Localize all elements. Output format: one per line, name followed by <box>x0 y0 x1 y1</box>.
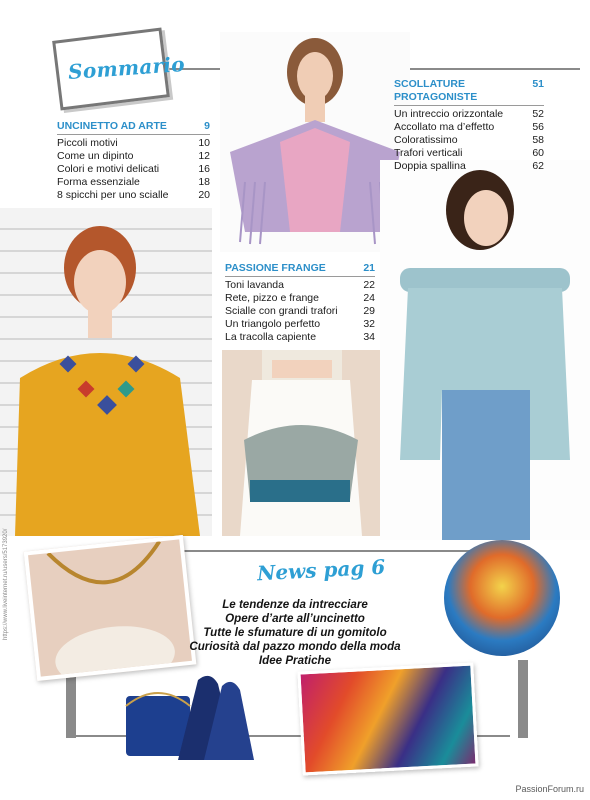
watermark-text: https://www.liveinternet.ru/users/5173920/ <box>3 528 9 640</box>
toc-item: Colori e motivi delicati 16 <box>57 163 210 175</box>
news-left-bracket <box>66 668 76 738</box>
toc-item: Toni lavanda 22 <box>225 279 375 291</box>
section-heading: SCOLLATURE PROTAGONISTE 51 <box>394 78 544 106</box>
toc-item: La tracolla capiente 34 <box>225 331 375 343</box>
section-heading: UNCINETTO AD ARTE 9 <box>57 120 210 135</box>
fringe-bag-photo <box>222 350 380 536</box>
toc-item: Un intreccio orizzontale 52 <box>394 108 544 120</box>
site-credit: PassionForum.ru <box>515 784 584 794</box>
news-item: Curiosità dal pazzo mondo della moda <box>189 640 401 653</box>
yellow-sweater-photo <box>0 208 212 536</box>
toc-item: Come un dipinto 12 <box>57 150 210 162</box>
toc-item: Un triangolo perfetto 32 <box>225 318 375 330</box>
toc-item: Scialle con grandi trafori 29 <box>225 305 375 317</box>
shoes-clutch-photo <box>118 660 258 770</box>
toc-item: Forma essenziale 18 <box>57 176 210 188</box>
toc-item: Rete, pizzo e frange 24 <box>225 292 375 304</box>
news-item: Idee Pratiche <box>258 654 332 667</box>
news-item: Tutte le sfumature di un gomitolo <box>203 626 387 639</box>
toc-scollature <box>394 78 544 173</box>
logo: Sommario <box>67 51 186 85</box>
news-title: News pag 6 <box>256 554 386 586</box>
section-heading: PASSIONE FRANGE 21 <box>225 262 375 277</box>
toc-item: Doppia spallina 62 <box>394 160 544 172</box>
toc-frange <box>225 262 375 344</box>
news-right-bracket <box>518 660 528 738</box>
toc-item: Coloratissimo 58 <box>394 134 544 146</box>
news-item: Le tendenze da intrecciare <box>222 598 368 611</box>
toc-item: Piccoli motivi 10 <box>57 137 210 149</box>
off-shoulder-sweater-photo <box>380 160 590 540</box>
toc-item: Trafori verticali 60 <box>394 147 544 159</box>
news-list <box>0 598 590 668</box>
news-item: Opere d’arte all’uncinetto <box>225 612 365 625</box>
toc-uncinetto <box>57 120 210 202</box>
fabric-photo <box>297 662 478 775</box>
toc-item: Accollato ma d’effetto 56 <box>394 121 544 133</box>
toc-item: 8 spicchi per uno scialle 20 <box>57 189 210 201</box>
